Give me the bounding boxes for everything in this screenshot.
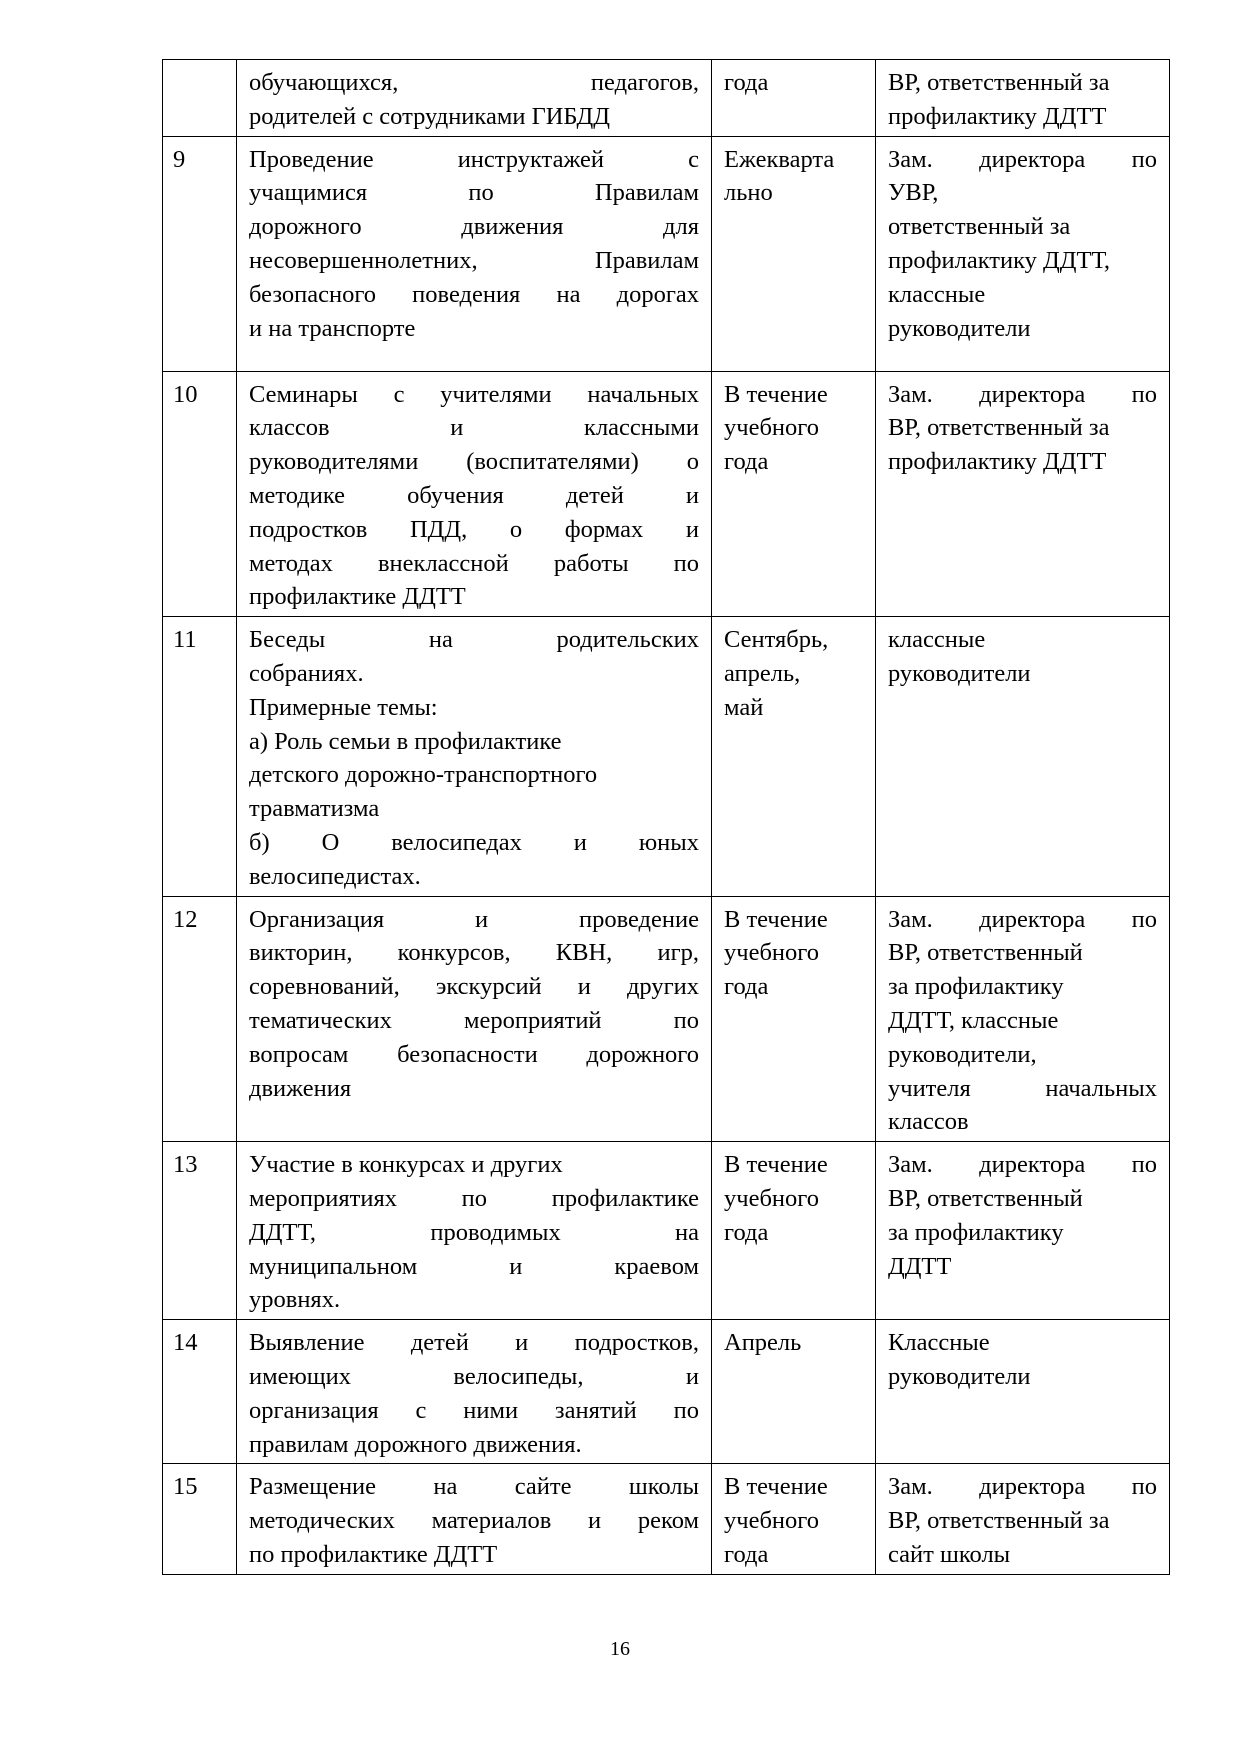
responsible-text-line: за профилактику: [888, 973, 1064, 1001]
responsible-text-line: профилактику ДДТТ: [888, 448, 1107, 476]
term-cell: [712, 617, 876, 896]
activity-text-line: методике обучения детей и: [249, 481, 699, 509]
plan-table: [162, 59, 1170, 1575]
responsible-text-line: руководители: [888, 659, 1031, 687]
responsible-text-line: руководители: [888, 1362, 1031, 1390]
activity-text-line: Размещение на сайте школы: [249, 1473, 699, 1501]
term-text-line: учебного: [724, 414, 819, 442]
responsible-text-line: ВР, ответственный за: [888, 69, 1110, 96]
responsible-cell: [876, 60, 1170, 137]
activity-cell: [237, 60, 712, 137]
responsible-text-line: ВР, ответственный: [888, 1184, 1083, 1212]
term-text-line: апрель,: [724, 659, 801, 687]
activity-text-line: уровнях.: [249, 1286, 341, 1314]
responsible-text-line: Зам. директора по: [888, 905, 1157, 933]
activity-text-line: детского дорожно-транспортного: [249, 761, 598, 789]
row-number-cell: 12: [163, 896, 237, 1142]
activity-text-line: вопросам безопасности дорожного: [249, 1040, 699, 1068]
term-text-line: года: [724, 973, 769, 1001]
activity-cell: [237, 896, 712, 1142]
activity-cell: [237, 136, 712, 371]
activity-text-line: классов и классными: [249, 414, 699, 442]
activity-text-line: профилактике ДДТТ: [249, 583, 466, 611]
table-row: [163, 371, 1170, 617]
activity-text-line: травматизма: [249, 795, 380, 823]
responsible-text-line: классов: [888, 1108, 969, 1136]
activity-text-line: методических материалов и реком: [249, 1507, 699, 1535]
responsible-text-line: Зам. директора по: [888, 1473, 1157, 1501]
responsible-text-line: профилактику ДДТТ: [888, 102, 1107, 130]
activity-text-line: а) Роль семьи в профилактике: [249, 727, 562, 755]
term-text-line: Сентябрь,: [724, 626, 829, 654]
activity-text-line: обучающихся, педагогов,: [249, 69, 699, 96]
page-number: 16: [610, 1638, 630, 1660]
term-text-line: В течение: [724, 1151, 828, 1179]
plan-table-body: [163, 60, 1170, 1575]
activity-text-line: Примерные темы:: [249, 693, 438, 721]
activity-text-line: безопасного поведения на дорогах: [249, 280, 699, 308]
term-text-line: В течение: [724, 905, 828, 933]
term-cell: [712, 1320, 876, 1464]
activity-text-line: мероприятиях по профилактике: [249, 1184, 699, 1212]
term-text-line: года: [724, 448, 769, 476]
term-cell: [712, 136, 876, 371]
responsible-text-line: за профилактику: [888, 1218, 1064, 1246]
table-row: [163, 1142, 1170, 1320]
responsible-cell: [876, 371, 1170, 617]
activity-text-line: соревнований, экскурсий и других: [249, 973, 699, 1001]
table-row: [163, 1320, 1170, 1464]
term-cell: [712, 60, 876, 137]
term-cell: [712, 1142, 876, 1320]
responsible-text-line: руководители,: [888, 1040, 1037, 1068]
responsible-text-line: ВР, ответственный за: [888, 414, 1110, 442]
row-number-cell: 10: [163, 371, 237, 617]
activity-text-line: тематических мероприятий по: [249, 1006, 699, 1034]
activity-text-line: дорожного движения для: [249, 213, 699, 241]
responsible-text-line: сайт школы: [888, 1540, 1011, 1568]
term-cell: [712, 896, 876, 1142]
row-number-cell: 11: [163, 617, 237, 896]
responsible-text-line: классные: [888, 626, 986, 654]
responsible-cell: [876, 896, 1170, 1142]
term-text-line: учебного: [724, 1507, 819, 1535]
activity-cell: [237, 617, 712, 896]
responsible-text-line: профилактику ДДТТ,: [888, 246, 1111, 274]
table-row: [163, 60, 1170, 137]
responsible-cell: [876, 1142, 1170, 1320]
table-row: [163, 1464, 1170, 1574]
table-row: [163, 136, 1170, 371]
responsible-text-line: Классные: [888, 1329, 990, 1357]
activity-text-line: руководителями (воспитателями) о: [249, 448, 699, 476]
activity-text-line: движения: [249, 1074, 352, 1102]
activity-cell: [237, 371, 712, 617]
responsible-text-line: ответственный за: [888, 213, 1071, 241]
responsible-text-line: УВР,: [888, 179, 939, 207]
row-number-cell: 15: [163, 1464, 237, 1574]
activity-text-line: методах внеклассной работы по: [249, 549, 699, 577]
table-row: [163, 896, 1170, 1142]
term-cell: [712, 371, 876, 617]
activity-text-line: б) О велосипедах и юных: [249, 828, 699, 856]
activity-text-line: собраниях.: [249, 659, 364, 687]
activity-cell: [237, 1464, 712, 1574]
activity-text-line: Проведение инструктажей с: [249, 145, 699, 173]
term-cell: [712, 1464, 876, 1574]
term-text-line: учебного: [724, 939, 819, 967]
term-text-line: льно: [724, 179, 773, 207]
responsible-text-line: ДДТТ, классные: [888, 1006, 1059, 1034]
responsible-text-line: ДДТТ: [888, 1252, 952, 1280]
table-row: [163, 617, 1170, 896]
row-number-cell: 9: [163, 136, 237, 371]
term-text-line: Апрель: [724, 1329, 802, 1357]
term-text-line: Ежекварта: [724, 145, 835, 173]
responsible-text-line: ВР, ответственный: [888, 939, 1083, 967]
term-text-line: май: [724, 693, 764, 721]
responsible-cell: [876, 136, 1170, 371]
responsible-cell: [876, 1464, 1170, 1574]
row-number-cell: 13: [163, 1142, 237, 1320]
term-text-line: В течение: [724, 1473, 828, 1501]
responsible-text-line: Зам. директора по: [888, 1151, 1157, 1179]
responsible-text-line: Зам. директора по: [888, 145, 1157, 173]
responsible-cell: [876, 1320, 1170, 1464]
responsible-text-line: классные: [888, 280, 986, 308]
activity-text-line: Семинары с учителями начальных: [249, 380, 699, 408]
activity-text-line: муниципальном и краевом: [249, 1252, 699, 1280]
responsible-cell: [876, 617, 1170, 896]
row-number-cell: [163, 60, 237, 137]
responsible-text-line: руководители: [888, 314, 1031, 342]
activity-text-line: ДДТТ, проводимых на: [249, 1218, 699, 1246]
activity-text-line: учащимися по Правилам: [249, 179, 699, 207]
term-text-line: года: [724, 69, 769, 96]
activity-text-line: викторин, конкурсов, КВН, игр,: [249, 939, 699, 967]
term-text-line: учебного: [724, 1184, 819, 1212]
row-number-cell: 14: [163, 1320, 237, 1464]
term-text-line: года: [724, 1218, 769, 1246]
activity-text-line: подростков ПДД, о формах и: [249, 515, 699, 543]
responsible-text-line: Зам. директора по: [888, 380, 1157, 408]
activity-cell: [237, 1142, 712, 1320]
term-text-line: года: [724, 1540, 769, 1568]
activity-text-line: Беседы на родительских: [249, 626, 699, 654]
activity-text-line: Участие в конкурсах и других: [249, 1151, 563, 1179]
activity-text-line: и на транспорте: [249, 314, 416, 342]
activity-text-line: несовершеннолетних, Правилам: [249, 246, 699, 274]
activity-text-line: имеющих велосипеды, и: [249, 1362, 699, 1390]
activity-text-line: Организация и проведение: [249, 905, 699, 933]
activity-text-line: Выявление детей и подростков,: [249, 1329, 699, 1357]
responsible-text-line: ВР, ответственный за: [888, 1507, 1110, 1535]
term-text-line: В течение: [724, 380, 828, 408]
activity-text-line: организация с ними занятий по: [249, 1396, 699, 1424]
responsible-text-line: учителя начальных: [888, 1074, 1157, 1102]
activity-text-line: велосипедистах.: [249, 862, 421, 890]
activity-text-line: по профилактике ДДТТ: [249, 1540, 498, 1568]
activity-text-line: правилам дорожного движения.: [249, 1430, 582, 1458]
activity-cell: [237, 1320, 712, 1464]
activity-text-line: родителей с сотрудниками ГИБДД: [249, 102, 610, 130]
